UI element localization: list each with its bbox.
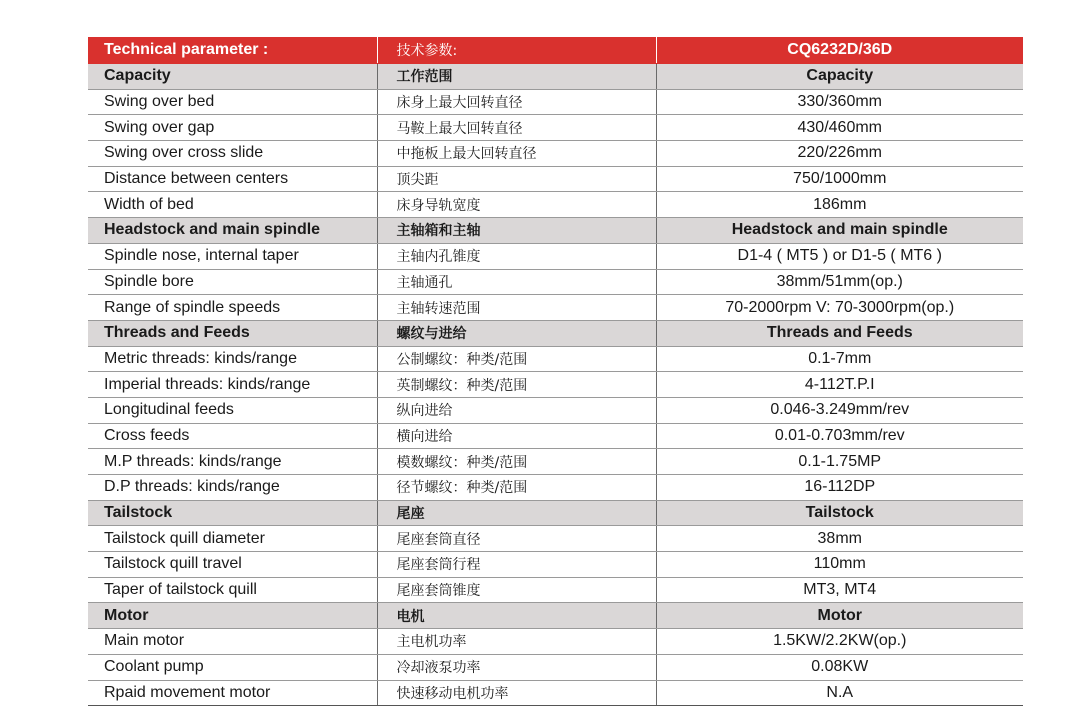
parameter-name-chinese: 顶尖距: [377, 166, 656, 192]
table-row: [88, 89, 1023, 115]
table-row: [88, 141, 1023, 167]
parameter-name: Capacity: [88, 64, 377, 90]
parameter-name: Rpaid movement motor: [88, 680, 377, 706]
parameter-name: Main motor: [88, 629, 377, 655]
parameter-name: Motor: [88, 603, 377, 629]
parameter-name: Distance between centers: [88, 166, 377, 192]
parameter-value: Headstock and main spindle: [656, 218, 1023, 244]
parameter-value: 220/226mm: [656, 141, 1023, 167]
parameter-name-chinese: 主轴箱和主轴: [377, 218, 656, 244]
parameter-name: Swing over gap: [88, 115, 377, 141]
table-row: [88, 680, 1023, 706]
section-row: [88, 218, 1023, 244]
parameter-value: 0.1-1.75MP: [656, 449, 1023, 475]
parameter-name-chinese: 英制螺纹：种类/范围: [377, 372, 656, 398]
parameter-name-chinese: 床身导轨宽度: [377, 192, 656, 218]
parameter-name-chinese: 马鞍上最大回转直径: [377, 115, 656, 141]
table-row: [88, 629, 1023, 655]
parameter-value: 186mm: [656, 192, 1023, 218]
header-model: CQ6232D/36D: [656, 37, 1023, 64]
parameter-name: Spindle bore: [88, 269, 377, 295]
parameter-name-chinese: 中拖板上最大回转直径: [377, 141, 656, 167]
table-row: [88, 192, 1023, 218]
parameter-name-chinese: 电机: [377, 603, 656, 629]
parameter-name-chinese: 公制螺纹：种类/范围: [377, 346, 656, 372]
table-row: [88, 654, 1023, 680]
parameter-value: 110mm: [656, 552, 1023, 578]
parameter-value: 4-112T.P.I: [656, 372, 1023, 398]
parameter-name: Coolant pump: [88, 654, 377, 680]
parameter-value: Tailstock: [656, 500, 1023, 526]
table-row: [88, 115, 1023, 141]
parameter-name: Tailstock: [88, 500, 377, 526]
parameter-name-chinese: 工作范围: [377, 64, 656, 90]
table-row: [88, 526, 1023, 552]
parameter-name-chinese: 尾座: [377, 500, 656, 526]
table-header-row: [88, 37, 1023, 64]
table-row: [88, 577, 1023, 603]
parameter-value: MT3, MT4: [656, 577, 1023, 603]
table-row: [88, 449, 1023, 475]
section-row: [88, 64, 1023, 90]
parameter-name: Metric threads: kinds/range: [88, 346, 377, 372]
parameter-name-chinese: 主轴转速范围: [377, 295, 656, 321]
spec-table: [88, 37, 1023, 706]
table-row: [88, 166, 1023, 192]
parameter-value: N.A: [656, 680, 1023, 706]
table-row: [88, 346, 1023, 372]
parameter-name-chinese: 纵向进给: [377, 397, 656, 423]
header-english: Technical parameter :: [88, 37, 377, 64]
table-row: [88, 243, 1023, 269]
parameter-name-chinese: 尾座套筒直径: [377, 526, 656, 552]
spec-table-body: [88, 64, 1023, 706]
table-row: [88, 295, 1023, 321]
table-row: [88, 397, 1023, 423]
parameter-value: 0.1-7mm: [656, 346, 1023, 372]
parameter-name: Threads and Feeds: [88, 320, 377, 346]
parameter-value: Capacity: [656, 64, 1023, 90]
parameter-value: 16-112DP: [656, 475, 1023, 501]
parameter-name: Spindle nose, internal taper: [88, 243, 377, 269]
parameter-name-chinese: 主轴内孔锥度: [377, 243, 656, 269]
parameter-value: 38mm: [656, 526, 1023, 552]
table-row: [88, 475, 1023, 501]
parameter-name: Tailstock quill diameter: [88, 526, 377, 552]
parameter-name: D.P threads: kinds/range: [88, 475, 377, 501]
parameter-value: Motor: [656, 603, 1023, 629]
parameter-name: Width of bed: [88, 192, 377, 218]
parameter-value: 1.5KW/2.2KW(op.): [656, 629, 1023, 655]
header-chinese: 技术参数:: [377, 37, 656, 64]
parameter-value: Threads and Feeds: [656, 320, 1023, 346]
parameter-value: 38mm/51mm(op.): [656, 269, 1023, 295]
section-row: [88, 500, 1023, 526]
parameter-name: Tailstock quill travel: [88, 552, 377, 578]
parameter-name-chinese: 模数螺纹：种类/范围: [377, 449, 656, 475]
parameter-value: D1-4 ( MT5 ) or D1-5 ( MT6 ): [656, 243, 1023, 269]
parameter-value: 430/460mm: [656, 115, 1023, 141]
parameter-name-chinese: 主电机功率: [377, 629, 656, 655]
table-row: [88, 372, 1023, 398]
parameter-name-chinese: 螺纹与进给: [377, 320, 656, 346]
parameter-name: Imperial threads: kinds/range: [88, 372, 377, 398]
parameter-name: Headstock and main spindle: [88, 218, 377, 244]
parameter-name: Taper of tailstock quill: [88, 577, 377, 603]
parameter-name: Swing over bed: [88, 89, 377, 115]
parameter-name-chinese: 尾座套筒锥度: [377, 577, 656, 603]
parameter-name: M.P threads: kinds/range: [88, 449, 377, 475]
section-row: [88, 603, 1023, 629]
table-row: [88, 269, 1023, 295]
parameter-name-chinese: 主轴通孔: [377, 269, 656, 295]
parameter-name: Cross feeds: [88, 423, 377, 449]
parameter-name-chinese: 径节螺纹：种类/范围: [377, 475, 656, 501]
parameter-value: 330/360mm: [656, 89, 1023, 115]
parameter-name-chinese: 横向进给: [377, 423, 656, 449]
parameter-name: Longitudinal feeds: [88, 397, 377, 423]
parameter-name: Range of spindle speeds: [88, 295, 377, 321]
parameter-value: 70-2000rpm V: 70-3000rpm(op.): [656, 295, 1023, 321]
section-row: [88, 320, 1023, 346]
table-row: [88, 552, 1023, 578]
parameter-value: 0.01-0.703mm/rev: [656, 423, 1023, 449]
parameter-value: 0.08KW: [656, 654, 1023, 680]
parameter-name-chinese: 尾座套筒行程: [377, 552, 656, 578]
parameter-name-chinese: 床身上最大回转直径: [377, 89, 656, 115]
parameter-name: Swing over cross slide: [88, 141, 377, 167]
table-row: [88, 423, 1023, 449]
parameter-name-chinese: 冷却液泵功率: [377, 654, 656, 680]
parameter-value: 0.046-3.249mm/rev: [656, 397, 1023, 423]
parameter-name-chinese: 快速移动电机功率: [377, 680, 656, 706]
parameter-value: 750/1000mm: [656, 166, 1023, 192]
